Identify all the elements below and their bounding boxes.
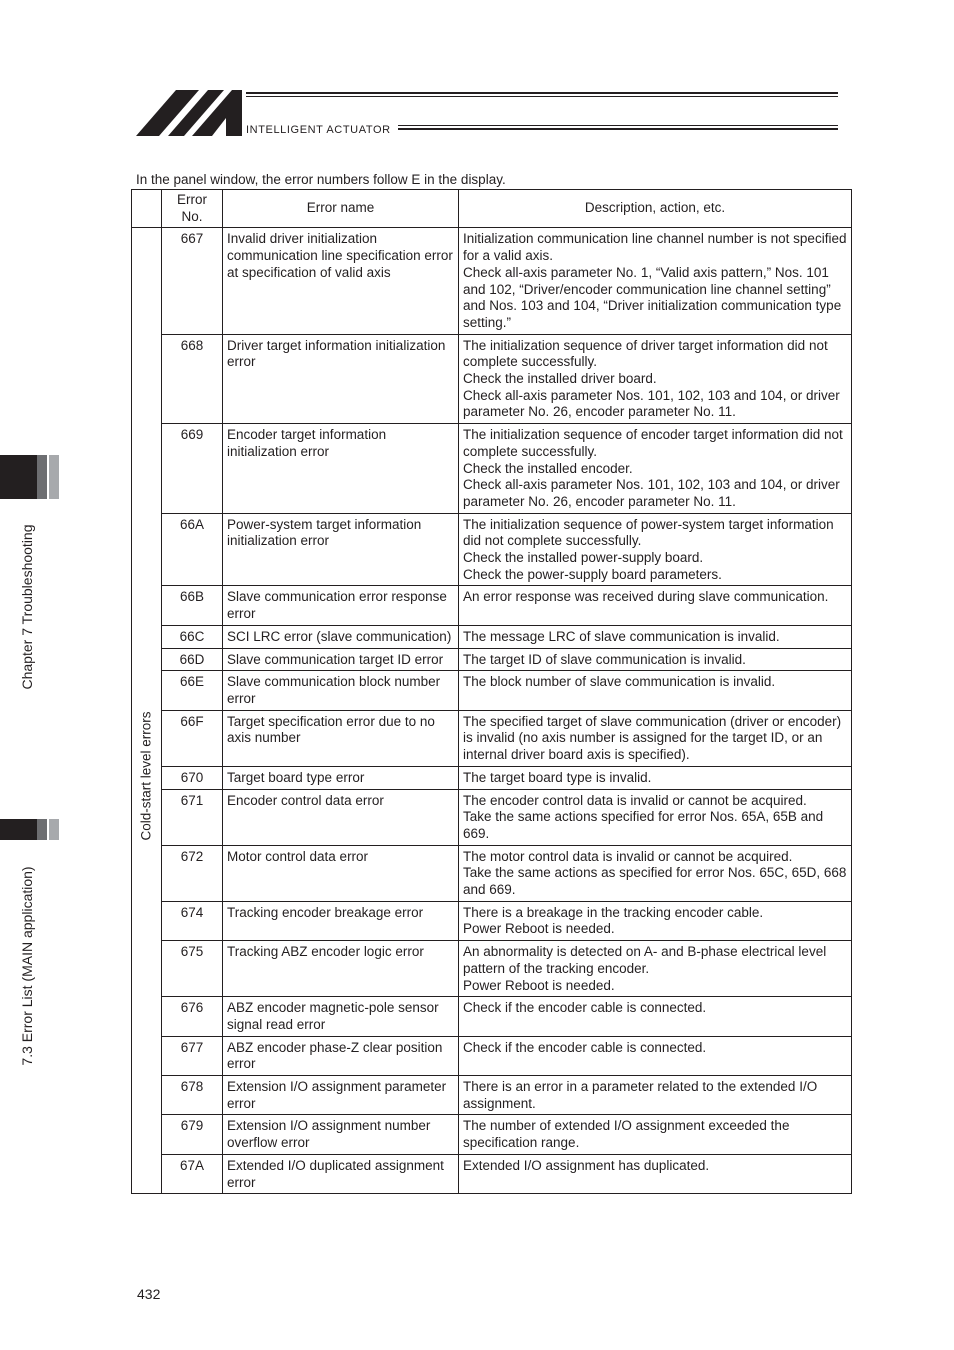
error-table-body [132, 228, 852, 1194]
error-name-cell: Driver target information initialization error [223, 334, 459, 424]
table-row [132, 1036, 852, 1075]
page-number: 432 [137, 1286, 161, 1302]
error-number-cell: 677 [162, 1036, 223, 1075]
error-description-cell [459, 513, 852, 586]
error-description-cell [459, 586, 852, 625]
description-line: The target board type is invalid. [463, 769, 652, 785]
error-description-cell [459, 845, 852, 901]
error-number-cell: 676 [162, 997, 223, 1036]
category-cell [132, 228, 162, 1194]
table-row [132, 766, 852, 789]
error-number-cell: 670 [162, 766, 223, 789]
error-description-cell [459, 1036, 852, 1075]
header-rule-bottom-1 [398, 125, 838, 126]
chapter-side-label: Chapter 7 Troubleshooting [19, 524, 35, 690]
header-rule-bottom-2 [398, 128, 838, 130]
chapter-tab-gray-2 [49, 455, 59, 499]
error-number-cell: 67A [162, 1154, 223, 1193]
table-row [132, 997, 852, 1036]
description-line: Check all-axis parameter No. 1, “Valid axis pattern,” Nos. 101 and 102, “Driver/encoder communication line channel setting” and Nos. 103 and 104, “Driver initialization communication type setting.” [463, 264, 842, 330]
error-description-cell [459, 997, 852, 1036]
error-name-cell: Target board type error [223, 766, 459, 789]
section-tab-gray-2 [49, 819, 59, 840]
error-number-cell: 66B [162, 586, 223, 625]
description-line: The block number of slave communication is invalid. [463, 674, 776, 690]
error-description-cell [459, 424, 852, 514]
description-line: The message LRC of slave communication is invalid. [463, 628, 780, 644]
section-tab-dark [0, 819, 37, 840]
error-number-cell: 66D [162, 648, 223, 671]
error-name-cell: Extended I/O duplicated assignment error [223, 1154, 459, 1193]
chapter-tab-gray-1 [37, 455, 47, 499]
description-line: Power Reboot is needed. [463, 977, 615, 993]
description-line: Check all-axis parameter Nos. 101, 102, 103 and 104, or driver parameter No. 26, encoder parameter No. 11. [463, 477, 840, 509]
description-line: Check the power-supply board parameters. [463, 566, 722, 582]
description-line: There is a breakage in the tracking encoder cable. [463, 904, 764, 920]
table-row [132, 901, 852, 940]
error-description-cell [459, 789, 852, 845]
error-name-cell: Motor control data error [223, 845, 459, 901]
description-line: Check if the encoder cable is connected. [463, 1000, 707, 1016]
error-number-cell: 66F [162, 710, 223, 766]
table-row [132, 424, 852, 514]
error-description-cell [459, 228, 852, 334]
error-number-cell: 66C [162, 625, 223, 648]
error-name-cell: Tracking ABZ encoder logic error [223, 941, 459, 997]
header-error-no: Error No. [162, 190, 223, 228]
error-number-cell: 66E [162, 671, 223, 710]
description-line: Check if the encoder cable is connected. [463, 1039, 707, 1055]
description-line: The number of extended I/O assignment exceeded the specification range. [463, 1118, 790, 1151]
table-row [132, 1076, 852, 1115]
description-line: The motor control data is invalid or cannot be acquired. [463, 848, 793, 864]
table-row [132, 710, 852, 766]
description-line: Take the same actions as specified for error Nos. 65C, 65D, 668 and 669. [463, 865, 847, 898]
error-number-cell: 674 [162, 901, 223, 940]
error-number-cell: 669 [162, 424, 223, 514]
description-line: The initialization sequence of driver target information did not complete successfully. [463, 337, 828, 370]
error-description-cell [459, 671, 852, 710]
error-description-cell [459, 941, 852, 997]
error-name-cell: Slave communication target ID error [223, 648, 459, 671]
error-description-cell [459, 1115, 852, 1154]
error-name-cell: ABZ encoder phase-Z clear position error [223, 1036, 459, 1075]
error-description-cell [459, 1154, 852, 1193]
brand-text: INTELLIGENT ACTUATOR [246, 124, 391, 136]
header-description: Description, action, etc. [459, 190, 852, 228]
error-description-cell [459, 1076, 852, 1115]
error-number-cell: 66A [162, 513, 223, 586]
description-line: The specified target of slave communication (driver or encoder) is invalid (no axis number is assigned for the target ID, or an internal driver board axis is specified). [463, 713, 842, 763]
table-row [132, 334, 852, 424]
table-row [132, 1154, 852, 1193]
table-row [132, 671, 852, 710]
section-side-label: 7.3 Error List (MAIN application) [19, 866, 35, 1066]
error-name-cell: SCI LRC error (slave communication) [223, 625, 459, 648]
category-label: Cold-start level errors [138, 711, 154, 841]
error-number-cell: 668 [162, 334, 223, 424]
table-row [132, 228, 852, 334]
error-table [131, 189, 852, 1194]
description-line: The initialization sequence of encoder target information did not complete successfully. [463, 427, 843, 459]
header-category-cell [132, 190, 162, 228]
description-line: Power Reboot is needed. [463, 921, 615, 937]
table-row [132, 941, 852, 997]
error-description-cell [459, 648, 852, 671]
description-line: The initialization sequence of power-system target information did not complete successfully. [463, 516, 834, 549]
error-name-cell: Target specification error due to no axis number [223, 710, 459, 766]
error-number-cell: 671 [162, 789, 223, 845]
table-row [132, 1115, 852, 1154]
error-number-cell: 672 [162, 845, 223, 901]
error-number-cell: 675 [162, 941, 223, 997]
section-tab-gray-1 [37, 819, 47, 840]
error-name-cell: Slave communication error response error [223, 586, 459, 625]
description-line: An abnormality is detected on A- and B-phase electrical level pattern of the tracking encoder. [463, 944, 827, 976]
description-line: Check the installed power-supply board. [463, 550, 704, 566]
error-description-cell [459, 901, 852, 940]
error-description-cell [459, 625, 852, 648]
error-number-cell: 679 [162, 1115, 223, 1154]
description-line: The target ID of slave communication is invalid. [463, 651, 746, 667]
error-name-cell: Encoder target information initialization error [223, 424, 459, 514]
intro-text: In the panel window, the error numbers follow E in the display. [136, 172, 506, 187]
table-row [132, 513, 852, 586]
error-description-cell [459, 334, 852, 424]
error-number-cell: 678 [162, 1076, 223, 1115]
error-name-cell: Extension I/O assignment number overflow error [223, 1115, 459, 1154]
error-name-cell: Encoder control data error [223, 789, 459, 845]
description-line: Check all-axis parameter Nos. 101, 102, 103 and 104, or driver parameter No. 26, encoder parameter No. 11. [463, 387, 840, 420]
table-row [132, 845, 852, 901]
description-line: Extended I/O assignment has duplicated. [463, 1157, 710, 1173]
table-row [132, 648, 852, 671]
table-row [132, 586, 852, 625]
header-error-name: Error name [223, 190, 459, 228]
description-line: Check the installed driver board. [463, 371, 657, 387]
description-line: Initialization communication line channel number is not specified for a valid axis. [463, 231, 847, 264]
table-row [132, 789, 852, 845]
error-name-cell: ABZ encoder magnetic-pole sensor signal read error [223, 997, 459, 1036]
error-number-cell: 667 [162, 228, 223, 334]
error-name-cell: Power-system target information initialization error [223, 513, 459, 586]
table-header-row [132, 190, 852, 228]
error-name-cell: Slave communication block number error [223, 671, 459, 710]
error-description-cell [459, 710, 852, 766]
error-name-cell: Invalid driver initialization communication line specification error at specification of valid axis [223, 228, 459, 334]
error-description-cell [459, 766, 852, 789]
iai-logo-icon [136, 90, 246, 136]
error-name-cell: Extension I/O assignment parameter error [223, 1076, 459, 1115]
description-line: The encoder control data is invalid or cannot be acquired. [463, 792, 807, 808]
table-row [132, 625, 852, 648]
description-line: An error response was received during slave communication. [463, 589, 829, 605]
description-line: Take the same actions specified for error Nos. 65A, 65B and 669. [463, 809, 824, 841]
chapter-tab-dark [0, 455, 37, 499]
description-line: There is an error in a parameter related to the extended I/O assignment. [463, 1079, 818, 1111]
header-rule-top-2 [246, 96, 838, 97]
description-line: Check the installed encoder. [463, 460, 633, 476]
error-name-cell: Tracking encoder breakage error [223, 901, 459, 940]
header-rule-top-1 [246, 92, 838, 94]
